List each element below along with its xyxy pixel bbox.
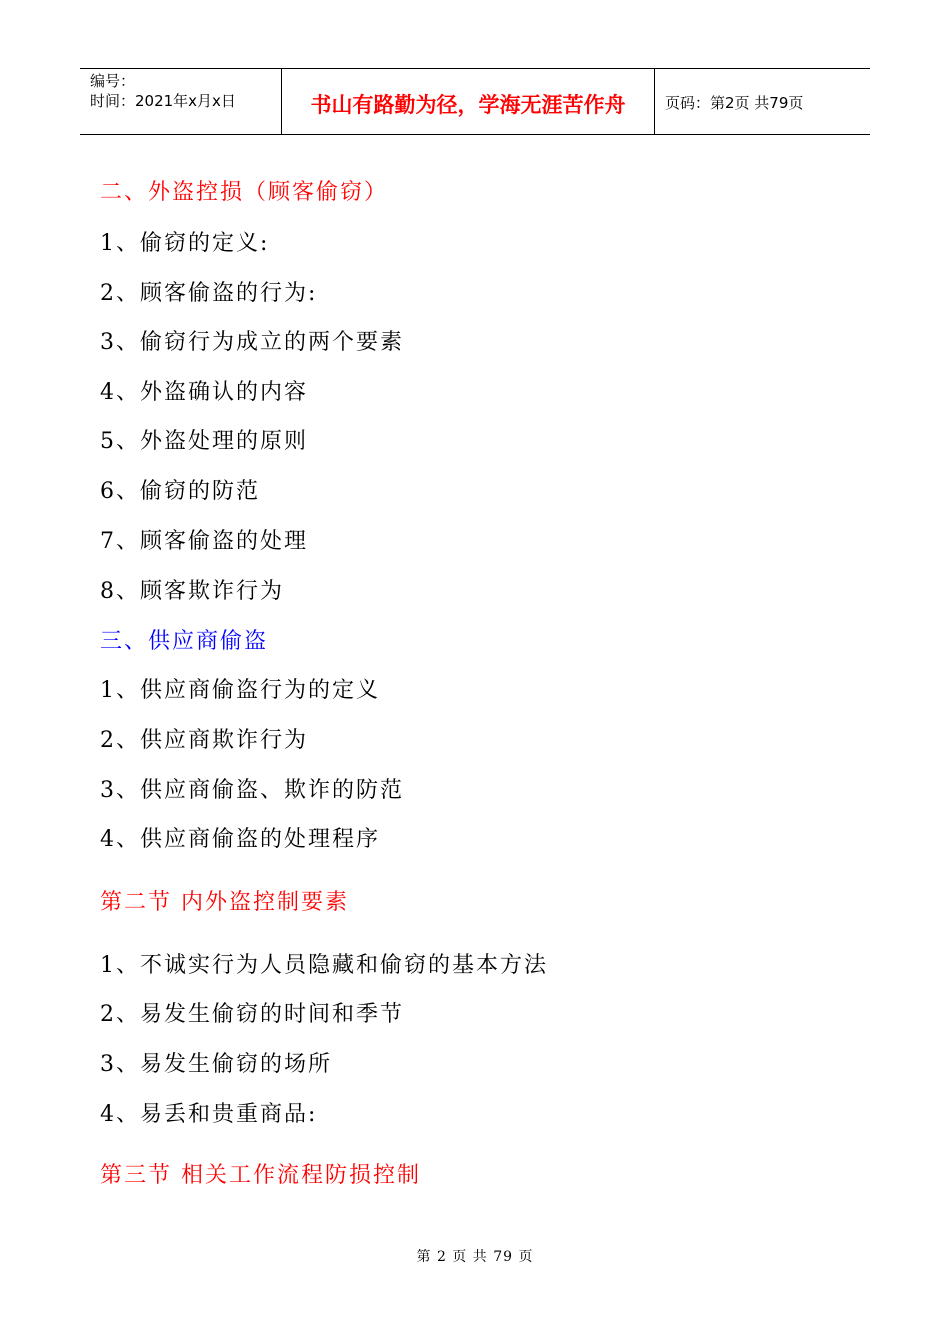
list-item: 2、顾客偷盗的行为:	[100, 281, 318, 306]
list-item: 2、易发生偷窃的时间和季节	[100, 1002, 404, 1027]
list-item: 4、易丢和贵重商品:	[100, 1102, 318, 1127]
section-heading-control-factors: 第二节 内外盗控制要素	[100, 890, 349, 915]
list-item: 5、外盗处理的原则	[100, 429, 308, 454]
list-item: 3、易发生偷窃的场所	[100, 1052, 332, 1077]
list-item: 6、偷窃的防范	[100, 479, 260, 504]
list-item: 1、偷窃的定义:	[100, 231, 270, 256]
list-item: 1、不诚实行为人员隐藏和偷窃的基本方法	[100, 953, 548, 978]
list-item: 7、顾客偷盗的处理	[100, 529, 308, 554]
header-meta	[80, 69, 282, 134]
list-item: 3、偷窃行为成立的两个要素	[100, 330, 404, 355]
list-item: 4、供应商偷盗的处理程序	[100, 827, 380, 852]
header-page-info: 页码：第2页 共79页	[665, 94, 804, 112]
page-footer: 第 2 页 共 79 页	[416, 1249, 534, 1265]
page-header	[80, 68, 870, 135]
document-number-label: 编号：	[90, 72, 136, 90]
list-item: 4、外盗确认的内容	[100, 380, 308, 405]
section-heading-supplier-theft: 三、供应商偷盗	[100, 629, 269, 654]
section-heading-external-theft: 二、外盗控损（顾客偷窃）	[100, 180, 389, 205]
list-item: 3、供应商偷盗、欺诈的防范	[100, 778, 404, 803]
list-item: 8、顾客欺诈行为	[100, 579, 284, 604]
list-item: 2、供应商欺诈行为	[100, 728, 308, 753]
header-motto: 书山有路勤为径，学海无涯苦作舟	[282, 69, 655, 134]
section-heading-workflow-control: 第三节 相关工作流程防损控制	[100, 1163, 421, 1188]
list-item: 1、供应商偷盗行为的定义	[100, 678, 380, 703]
document-time-label: 时间：2021年x月x日	[90, 92, 236, 110]
